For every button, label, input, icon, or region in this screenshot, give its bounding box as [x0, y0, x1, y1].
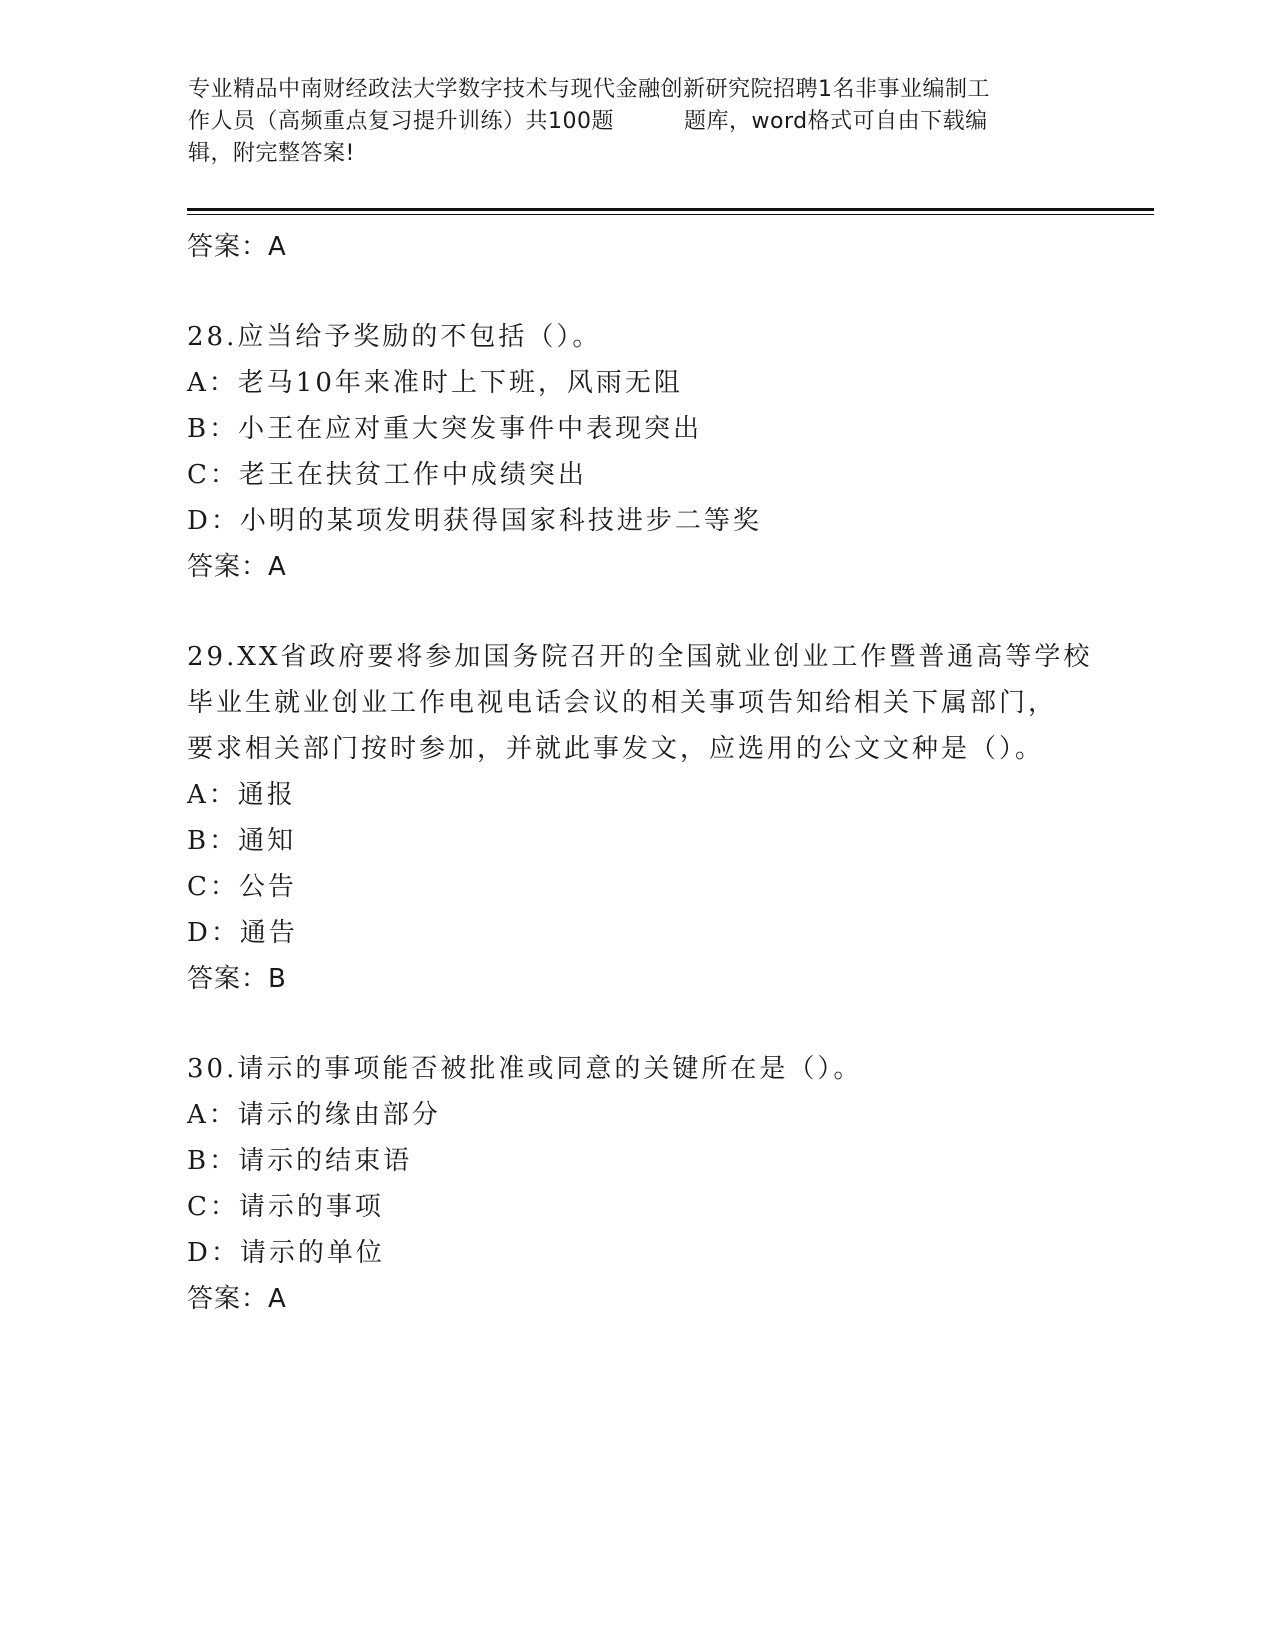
option-a: A：通报 [187, 780, 296, 810]
header-divider-thin [187, 214, 1154, 215]
question-29 [187, 634, 1127, 1002]
question-stem-line-1: 29.XX省政府要将参加国务院召开的全国就业创业工作暨普通高等学校 [187, 642, 1093, 672]
option-c: C：请示的事项 [187, 1192, 384, 1222]
header-line-2-part-1: 作人员（高频重点复习提升训练）共100题 [188, 109, 614, 134]
option-d: D：请示的单位 [187, 1238, 385, 1268]
question-stem-line-2: 毕业生就业创业工作电视电话会议的相关事项告知给相关下属部门， [187, 688, 1058, 718]
option-b: B：请示的结束语 [187, 1146, 413, 1176]
option-c: C：公告 [187, 872, 297, 902]
question-stem: 28.应当给予奖励的不包括（）。 [187, 322, 602, 352]
document-header [188, 74, 1088, 170]
option-b: B：通知 [187, 826, 297, 856]
question-30 [187, 1046, 1127, 1322]
question-list [187, 224, 1127, 1322]
header-line-2-part-2: 题库，word格式可自由下载编 [684, 109, 988, 134]
previous-answer: 答案：A [187, 232, 287, 262]
question-stem: 30.请示的事项能否被批准或同意的关键所在是（）。 [187, 1054, 863, 1084]
question-answer: 答案：B [187, 964, 287, 994]
option-d: D：小明的某项发明获得国家科技进步二等奖 [187, 506, 762, 536]
question-answer: 答案：A [187, 552, 287, 582]
header-line-1: 专业精品中南财经政法大学数字技术与现代金融创新研究院招聘1名非事业编制工 [188, 77, 990, 102]
option-c: C：老王在扶贫工作中成绩突出 [187, 460, 587, 490]
question-stem-line-3: 要求相关部门按时参加，并就此事发文，应选用的公文文种是（）。 [187, 734, 1045, 764]
question-28 [187, 314, 1127, 590]
header-line-3: 辑，附完整答案! [188, 141, 355, 166]
option-a: A：老马10年来准时上下班，风雨无阻 [187, 368, 683, 398]
option-a: A：请示的缘由部分 [187, 1100, 441, 1130]
header-divider-thick [187, 208, 1154, 211]
option-d: D：通告 [187, 918, 298, 948]
option-b: B：小王在应对重大突发事件中表现突出 [187, 414, 703, 444]
question-answer: 答案：A [187, 1284, 287, 1314]
header-line-2 [188, 106, 1088, 138]
